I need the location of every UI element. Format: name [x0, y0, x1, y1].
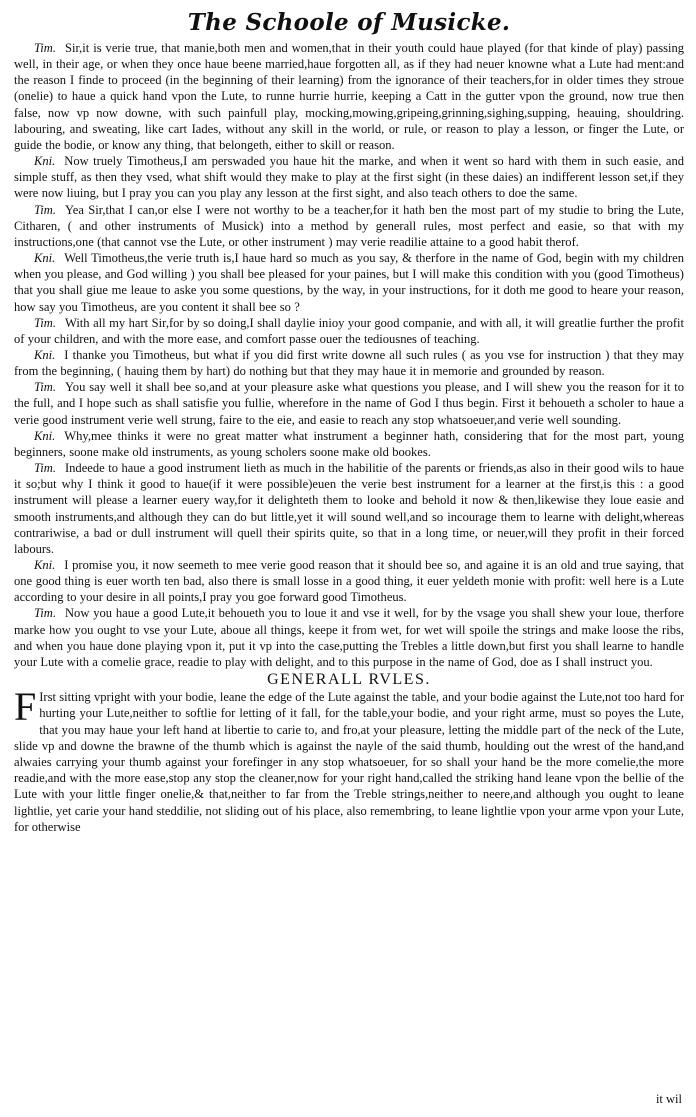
- dialogue-paragraph: [14, 40, 684, 153]
- dialogue-paragraph: [14, 315, 684, 347]
- dialogue-paragraph: [14, 379, 684, 427]
- dialogue-paragraph: [14, 153, 684, 201]
- speaker-name: Kni.: [34, 347, 56, 362]
- dialogue-paragraph: [14, 605, 684, 670]
- drop-cap: F: [14, 684, 37, 730]
- catchword: it wil: [655, 1092, 682, 1106]
- speech-text: Now you haue a good Lute,it behoueth you to loue it and vse it well, for by the vsage you shall shew your loue, therfore marke how you ought to vse your Lute, aboue all things, keepe it from wet, for wet will spoile the strings and make loose the ribs, and when you haue done playing vpon it, put it vp into the case,putting the Trebles a little down,but first you shall learne to handle your Lute with a comelie grace, readie to play with delight, and to this purpose in the name of God, doe as I shall instruct you.: [14, 606, 684, 669]
- speech-text: Indeede to haue a good instrument lieth as much in the habilitie of the parents or friends,as also in their good wils to haue it so;but why I think it good to haue(if it were possible)euen the verie best instrument for a learner at the first,is this : a good instrument will please a learner euery way,for it delighteth them to looke and behold it now & then,likewise they loue easie and smooth instruments,and although they can do but little,yet it will sound well,and so incourage them to learne with delight,whereas contrariwise, a bad or dull instrument will quell their spirits quite, so that in a long time, or neuer,will they profit in their forced labours.: [14, 461, 684, 556]
- speaker-name: Tim.: [34, 315, 56, 330]
- speaker-name: Kni.: [34, 154, 56, 169]
- speaker-name: Tim.: [34, 461, 56, 476]
- section-heading: GENERALL RVLES.: [267, 671, 431, 689]
- dialogue-paragraph: [14, 428, 684, 460]
- speech-text: I promise you, it now seemeth to mee verie good reason that it should bee so, and againe it is an old and true saying, that one good thing is euer worth ten bad, also there is small losse in a good thing, it euer yeldeth monie with profit: well here is a Lute according to your desire in all points,I pray you goe forward good Timotheus.: [14, 558, 684, 605]
- dialogue-paragraph: [14, 557, 684, 605]
- speaker-name: Tim.: [34, 202, 56, 217]
- dialogue-paragraph: [14, 460, 684, 557]
- speech-text: Now truely Timotheus,I am perswaded you haue hit the marke, and when it went so hard with them in such easie, and simple stuff, as then they vsed, what shift would they make to play at the first sight (in these daies) an indifferent lesson set,if they were now liuing, but I pray you can you play any lesson at the first sight, and also teach others to doe the same.: [14, 154, 684, 201]
- speaker-name: Kni.: [34, 251, 56, 266]
- speech-text: With all my hart Sir,for by so doing,I shall daylie inioy your good companie, and with all, it will greatlie further the profit of your children, and with the more ease, and comfort passe ouer the tediousnes of teaching.: [14, 315, 684, 346]
- speaker-name: Kni.: [34, 428, 56, 443]
- speech-text: Why,mee thinks it were no great matter what instrument a beginner hath, considering that for the most part, young beginners, soone make old instruments, as young scholers soone make old bookes.: [14, 428, 684, 459]
- speaker-name: Tim.: [34, 41, 56, 55]
- page-title: The Schoole of Musicke.: [187, 9, 511, 36]
- speech-text: Well Timotheus,the verie truth is,I haue hard so much as you say, & therfore in the name of God, begin with my children when you please, and God willing ) you shall bee pleased for your paines, but I will make this condition with you (good Timotheus) that you shall giue me leaue to aske you some questions, by the way, in your instructions, for it doth me good to heare your reason, how say you Timotheus, are you content it shall bee so ?: [14, 251, 684, 314]
- speech-text: Yea Sir,that I can,or else I were not worthy to be a teacher,for it hath ben the most part of my studie to bring the Lute, Citharen, ( and other instruments of Musick) into a method by generall rules, most perfect and easie, so that with my instructions,one (that cannot vse the Lute, or other instrument ) may verie readilie attaine to a good habit therof.: [14, 202, 684, 249]
- dialogue: [14, 40, 684, 670]
- speaker-name: Tim.: [34, 380, 56, 395]
- rules-text: Irst sitting vpright with your bodie, leane the edge of the Lute against the table, and your bodie against the Lute,not too hard for hurting your Lute,neither to softlie for letting of it fall, for the table,your bodie, and your right arme, must so poyes the Lute, that you may haue your left hand at libertie to carie to, and fro,at your pleasure, letting the middle part of the neck of the Lute, slide vp and downe the brawne of the thumb which is against the nayle of the said thumb, houlding out the wrest of the hand,and alwaies carrying your thumb against your forefinger in any stop whatsoeuer, for so shall your hand be the more comelie,the more readie,and with the more ease,stop any stop the cleaner,now for your right hand,called the striking hand leane vpon the bellie of the Lute with your little finger onelie,& that,neither to far from the Treble strings,neither to neere,and although you ought to leane lightlie, yet carie your hand steddilie, not sliding out of his place, also remembring, to leane lightlie vpon your arme vpon your Lute, for otherwise: [14, 690, 684, 834]
- speaker-name: Tim.: [34, 606, 56, 621]
- rules-paragraph: [14, 684, 684, 835]
- speech-text: You say well it shall bee so,and at your pleasure aske what questions you please, and I will shew you the reason for it to the full, and I hope such as shall satisfie you fullie, wherefore in the name of God I thus begin. First it behoueth a scholer to haue a verie good instrument verie well strung, faire to the eie, and easie to reach any stop whatsoeuer,and verie well sounding.: [14, 380, 684, 427]
- dialogue-paragraph: [14, 347, 684, 379]
- speaker-name: Kni.: [34, 558, 56, 572]
- dialogue-paragraph: [14, 250, 684, 315]
- dialogue-paragraph: [14, 202, 684, 250]
- speech-text: I thanke you Timotheus, but what if you did first write downe all such rules ( as you vse for instruction ) that they may from the beginning, ( hauing them by hart) do nothing but that they may haue it in memorie and grounded by reason.: [14, 347, 684, 379]
- speech-text: Sir,it is verie true, that manie,both men and women,that in their youth could haue played (for that kinde of play) passing well, in their age, or when they once haue beene married,haue forgotten all, as if they had neuer knowne what a Lute had ment:and the reason I finde to proceed (in the beginning of their learning) from the ignorance of their teachers,for in older times they stroue (onelie) to haue a quick hand vpon the Lute, to runne hurrie hurrie, keeping a Catt in the gutter vpon the ground, now true then false, now vp now downe, with such painfull play, mocking,mowing,gripeing,grinning,sighing,supping, heauing, shouldring. labouring, and sweating, like cart Iades, without any skill in the world, or rule, or reason to play a lesson, or finger the Lute, or guide the bodie, or know any thing, that belongeth, either to skill or reason.: [14, 41, 684, 152]
